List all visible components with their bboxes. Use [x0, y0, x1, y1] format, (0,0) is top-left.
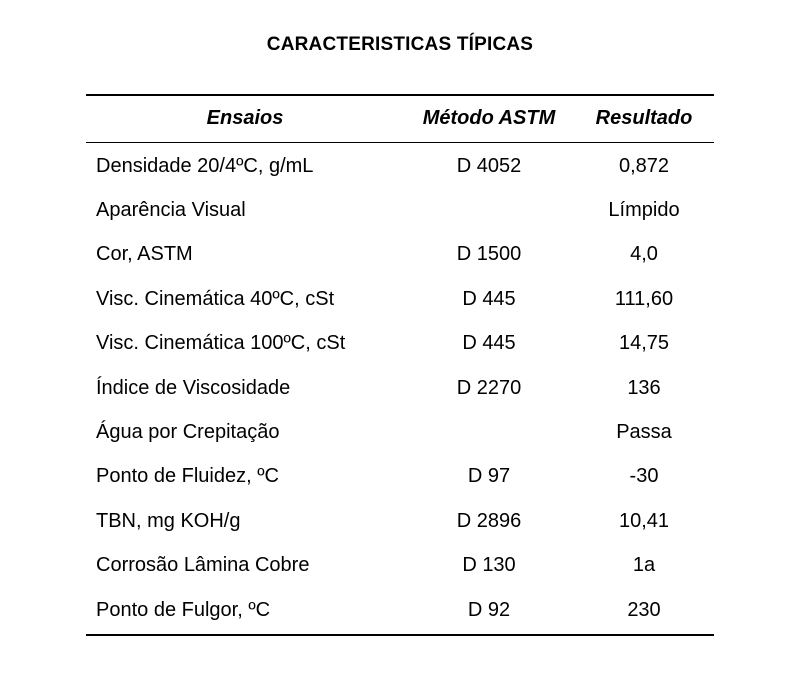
cell-resultado: 136	[627, 376, 661, 399]
cell-metodo: D 2270	[456, 376, 522, 399]
cell-ensaio: Ponto de Fulgor, ºC	[96, 598, 271, 621]
cell-metodo: D 1500	[456, 243, 522, 266]
cell-ensaio: TBN, mg KOH/g	[96, 509, 241, 532]
cell-resultado: Límpido	[608, 199, 680, 222]
cell-ensaio: Cor, ASTM	[96, 243, 193, 266]
cell-metodo: D 445	[462, 287, 516, 310]
cell-resultado: 0,872	[618, 154, 670, 177]
cell-resultado: 111,60	[614, 287, 674, 310]
table-row	[86, 277, 714, 321]
cell-metodo: D 92	[467, 598, 511, 621]
cell-ensaio: Densidade 20/4ºC, g/mL	[96, 154, 314, 177]
table-bottom-rule	[86, 634, 714, 636]
table-row	[86, 588, 714, 632]
table-row	[86, 455, 714, 499]
cell-ensaio: Corrosão Lâmina Cobre	[96, 554, 310, 577]
cell-ensaio: Visc. Cinemática 40ºC, cSt	[96, 287, 335, 310]
cell-ensaio: Índice de Viscosidade	[96, 376, 291, 399]
cell-metodo: D 2896	[456, 509, 522, 532]
cell-resultado: -30	[629, 465, 659, 488]
table-row	[86, 499, 714, 543]
cell-metodo: D 97	[467, 465, 511, 488]
cell-ensaio: Ponto de Fluidez, ºC	[96, 465, 279, 488]
cell-resultado: 10,41	[618, 509, 670, 532]
table-header-row	[86, 96, 714, 142]
table-row	[86, 144, 714, 188]
cell-resultado: 4,0	[630, 243, 658, 266]
cell-resultado: 14,75	[618, 332, 670, 355]
cell-metodo: D 445	[462, 332, 516, 355]
page-title: CARACTERISTICAS TÍPICAS	[266, 34, 534, 55]
cell-resultado: 230	[627, 598, 661, 621]
cell-ensaio: Aparência Visual	[96, 199, 246, 222]
header-metodo-astm: Método ASTM	[422, 107, 556, 129]
cell-metodo: D 4052	[456, 154, 522, 177]
table-row	[86, 544, 714, 588]
table-body	[86, 143, 714, 634]
cell-ensaio: Visc. Cinemática 100ºC, cSt	[96, 332, 346, 355]
cell-resultado: Passa	[616, 421, 672, 444]
table-row	[86, 322, 714, 366]
table-row	[86, 366, 714, 410]
cell-metodo: D 130	[462, 554, 516, 577]
table-row	[86, 188, 714, 232]
cell-resultado: 1a	[632, 554, 656, 577]
header-ensaios: Ensaios	[206, 107, 284, 129]
header-resultado: Resultado	[595, 107, 693, 129]
table-row	[86, 410, 714, 454]
table-row	[86, 233, 714, 277]
cell-ensaio: Água por Crepitação	[96, 421, 280, 444]
characteristics-table	[86, 94, 714, 636]
